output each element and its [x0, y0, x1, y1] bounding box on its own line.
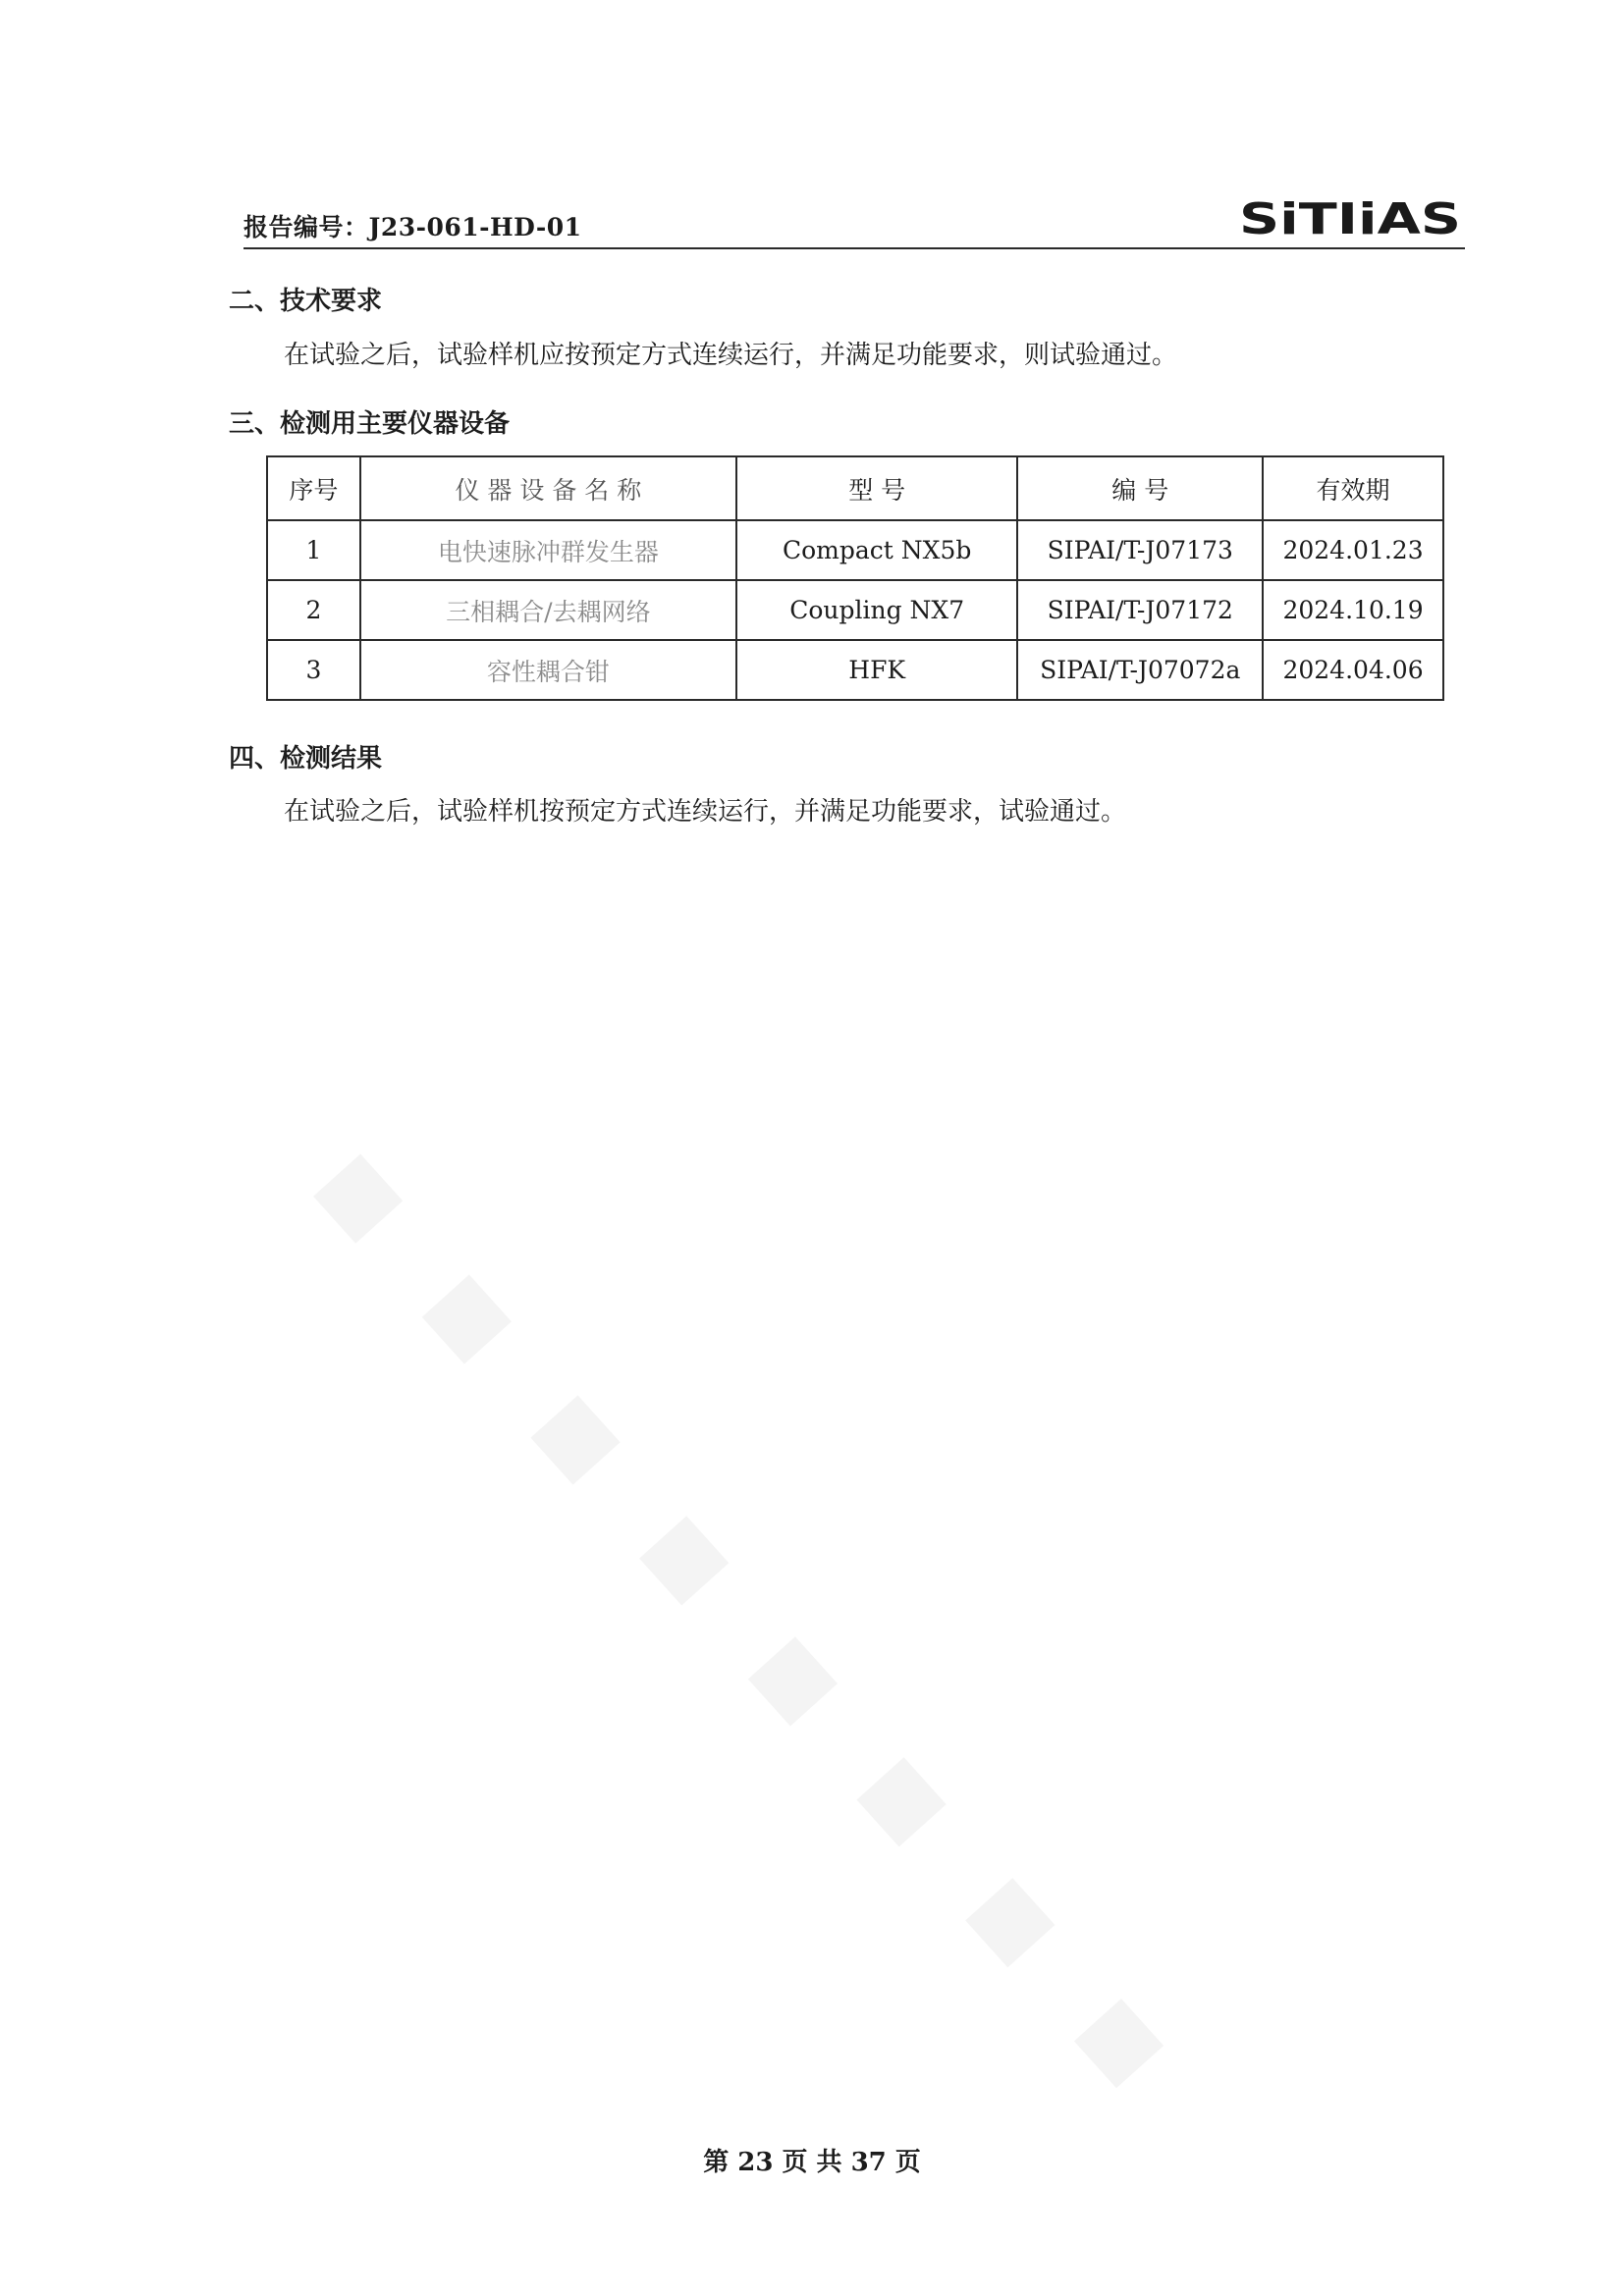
- table-row: [267, 520, 1443, 580]
- header-serial: 编 号: [1017, 456, 1263, 520]
- svg-text:SiTIiAS: SiTIiAS: [1239, 194, 1461, 241]
- page-footer: 第 23 页 共 37 页: [703, 2148, 921, 2177]
- section-title-results: 四、检测结果: [229, 744, 383, 774]
- equipment-table: [266, 455, 1444, 701]
- cell-model: Coupling NX7: [736, 580, 1018, 640]
- header-model: 型 号: [736, 456, 1018, 520]
- cell-seq: 3: [267, 640, 360, 700]
- header-rule: [244, 247, 1465, 249]
- cell-equipment-name: 容性耦合钳: [360, 640, 736, 700]
- cell-serial: SIPAI/T-J07173: [1017, 520, 1263, 580]
- sitiias-logo: [1239, 192, 1463, 241]
- header-seq: 序号: [267, 456, 360, 520]
- section-title-equipment: 三、检测用主要仪器设备: [229, 409, 511, 439]
- table-row: [267, 580, 1443, 640]
- cell-valid-until: 2024.04.06: [1263, 640, 1443, 700]
- section-title-tech-requirements: 二、技术要求: [229, 287, 383, 316]
- report-number: 报告编号：J23-061-HD-01: [244, 213, 582, 241]
- cell-serial: SIPAI/T-J07072a: [1017, 640, 1263, 700]
- cell-seq: 2: [267, 580, 360, 640]
- cell-valid-until: 2024.10.19: [1263, 580, 1443, 640]
- cell-equipment-name: 电快速脉冲群发生器: [360, 520, 736, 580]
- cell-equipment-name: 三相耦合/去耦网络: [360, 580, 736, 640]
- watermark-pattern: [282, 1109, 1223, 2131]
- cell-seq: 1: [267, 520, 360, 580]
- cell-model: Compact NX5b: [736, 520, 1018, 580]
- table-header-row: [267, 456, 1443, 520]
- cell-serial: SIPAI/T-J07172: [1017, 580, 1263, 640]
- header-valid-until: 有效期: [1263, 456, 1443, 520]
- page-header: [244, 192, 1463, 249]
- header-equipment-name: 仪 器 设 备 名 称: [360, 456, 736, 520]
- results-text: 在试验之后，试验样机按预定方式连续运行，并满足功能要求，试验通过。: [284, 797, 1127, 827]
- cell-valid-until: 2024.01.23: [1263, 520, 1443, 580]
- tech-requirements-text: 在试验之后，试验样机应按预定方式连续运行，并满足功能要求，则试验通过。: [284, 341, 1178, 370]
- table-row: [267, 640, 1443, 700]
- cell-model: HFK: [736, 640, 1018, 700]
